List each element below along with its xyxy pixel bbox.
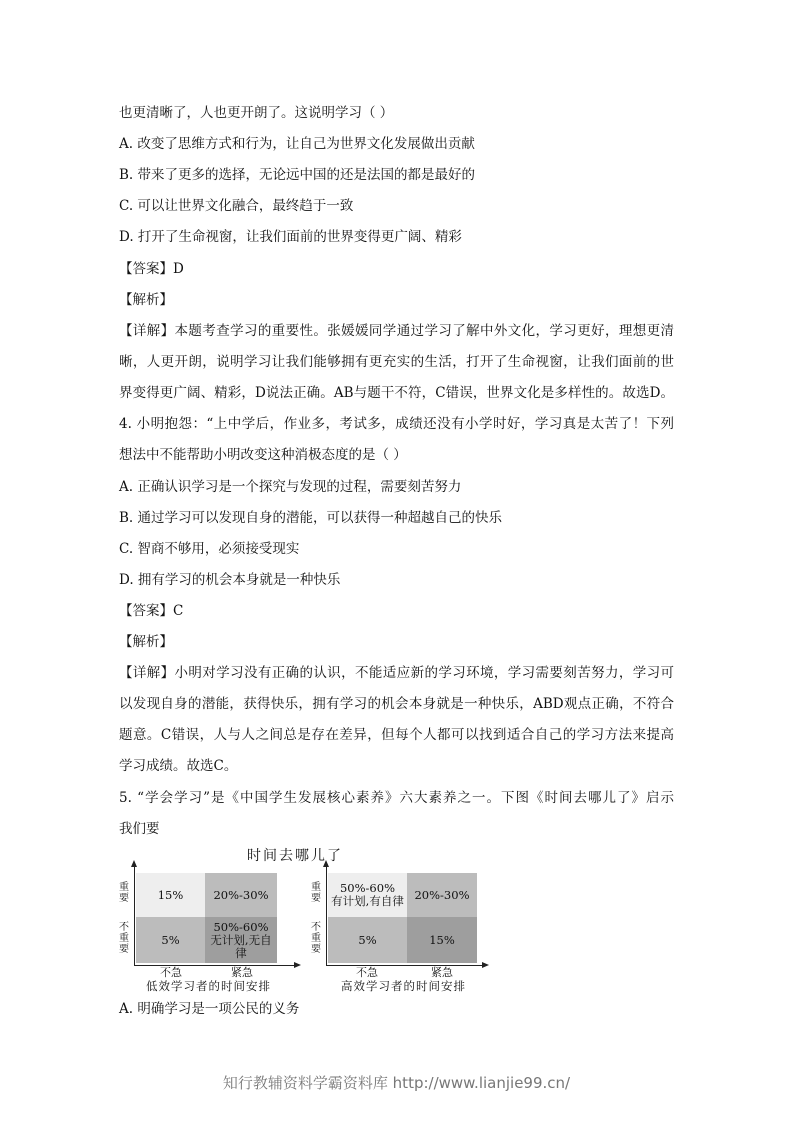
q3-option-c: C. 可以让世界文化融合，最终趋于一致 [119, 198, 354, 214]
right-cell-not-important-urgent [407, 917, 477, 963]
right-x-axis [326, 965, 484, 966]
q4-analysis-heading: 【解析】 [119, 634, 173, 650]
right-cell-important-not-urgent [328, 873, 407, 917]
q3-option-b: B. 带来了更多的选择，无论远中国的还是法国的都是最好的 [119, 167, 476, 183]
figure-title: 时间去哪儿了 [247, 848, 343, 864]
left-cell-not-important-urgent [205, 917, 277, 963]
q3-analysis-heading: 【解析】 [119, 292, 173, 308]
q5-option-a: A. 明确学习是一项公民的义务 [119, 1001, 300, 1017]
q4-stem-line-2: 想法中不能帮助小明改变这种消极态度的是（ ） [119, 447, 407, 463]
left-x-label-not-urgent: 不急 [160, 966, 182, 979]
cell-value: 5% [358, 932, 377, 947]
q3-detail-line-2: 晰，人更开朗，说明学习让我们能够拥有更充实的生活，打开了生命视窗，让我们面前的世 [119, 354, 674, 370]
q5-stem-line-2: 我们要 [119, 821, 160, 837]
left-x-arrow [294, 962, 301, 968]
left-x-axis [134, 965, 296, 966]
cell-value: 5% [161, 932, 180, 947]
q4-option-a: A. 正确认识学习是一个探究与发现的过程，需要刻苦努力 [119, 479, 462, 495]
right-y-axis [326, 866, 327, 966]
cell-value: 20%-30% [213, 887, 269, 902]
right-x-arrow [482, 962, 489, 968]
right-caption: 高效学习者的时间安排 [341, 979, 466, 993]
cell-note: 无计划,无自律 [210, 932, 272, 960]
q4-option-d: D. 拥有学习的机会本身就是一种快乐 [119, 572, 341, 588]
q4-detail-line-4: 学习成绩。故选C。 [119, 758, 238, 774]
q4-stem-line-1: 4. 小明抱怨：“上中学后，作业多，考试多，成绩还没有小学时好，学习真是太苦了！下列 [119, 416, 674, 432]
left-y-label-important: 重要 [119, 882, 129, 904]
right-y-label-not-important: 不重要 [311, 922, 321, 955]
cell-value: 50%-60% [213, 919, 269, 934]
right-x-label-urgent: 紧急 [431, 966, 453, 979]
right-y-arrow [323, 860, 329, 867]
left-caption: 低效学习者的时间安排 [146, 979, 271, 993]
q3-stem-continued: 也更清晰了，人也更开朗了。这说明学习（ ） [119, 105, 394, 121]
q4-detail-line-3: 题意。C错误，人与人之间总是存在差异，但每个人都可以找到适合自己的学习方法来提高 [119, 727, 674, 743]
left-y-arrow [131, 860, 137, 867]
cell-note: 有计划,有自律 [331, 894, 404, 908]
q3-answer: 【答案】D [119, 261, 184, 277]
right-cell-important-urgent [407, 873, 477, 917]
left-cell-important-not-urgent [136, 873, 205, 917]
q5-stem-line-1: 5. “学会学习”是《中国学生发展核心素养》六大素养之一。下图《时间去哪儿了》启示 [119, 790, 674, 806]
cell-value: 50%-60% [339, 881, 395, 895]
cell-value: 15% [429, 932, 455, 947]
q3-detail-line-1: 【详解】本题考查学习的重要性。张媛媛同学通过学习了解中外文化，学习更好，理想更清 [119, 323, 674, 339]
q3-detail-line-3: 界变得更广阔、精彩，D说法正确。AB与题干不符，C错误，世界文化是多样性的。故选D。 [119, 385, 674, 401]
q3-option-a: A. 改变了思维方式和行为，让自己为世界文化发展做出贡献 [119, 136, 475, 152]
q4-detail-line-1: 【详解】小明对学习没有正确的认识，不能适应新的学习环境，学习需要刻苦努力，学习可 [119, 665, 674, 681]
left-x-label-urgent: 紧急 [231, 966, 253, 979]
q4-option-b: B. 通过学习可以发现自身的潜能，可以获得一种超越自己的快乐 [119, 510, 503, 526]
right-x-label-not-urgent: 不急 [356, 966, 378, 979]
cell-value: 20%-30% [414, 887, 470, 902]
q4-option-c: C. 智商不够用，必须接受现实 [119, 541, 300, 557]
right-cell-not-important-not-urgent [328, 917, 407, 963]
left-cell-not-important-not-urgent [136, 917, 205, 963]
cell-value: 15% [157, 887, 184, 902]
left-y-label-not-important: 不重要 [119, 922, 129, 955]
q4-detail-line-2: 以发现自身的潜能，获得快乐，拥有学习的机会本身就是一种快乐，ABD观点正确，不符合 [119, 696, 674, 712]
footer-watermark: 知行教辅资料学霸资料库 http://www.lianjie99.cn/ [222, 1074, 571, 1092]
left-cell-important-urgent [205, 873, 277, 917]
q4-answer: 【答案】C [119, 603, 184, 619]
left-y-axis [134, 866, 135, 966]
q3-option-d: D. 打开了生命视窗，让我们面前的世界变得更广阔、精彩 [119, 229, 462, 245]
right-y-label-important: 重要 [311, 882, 321, 904]
